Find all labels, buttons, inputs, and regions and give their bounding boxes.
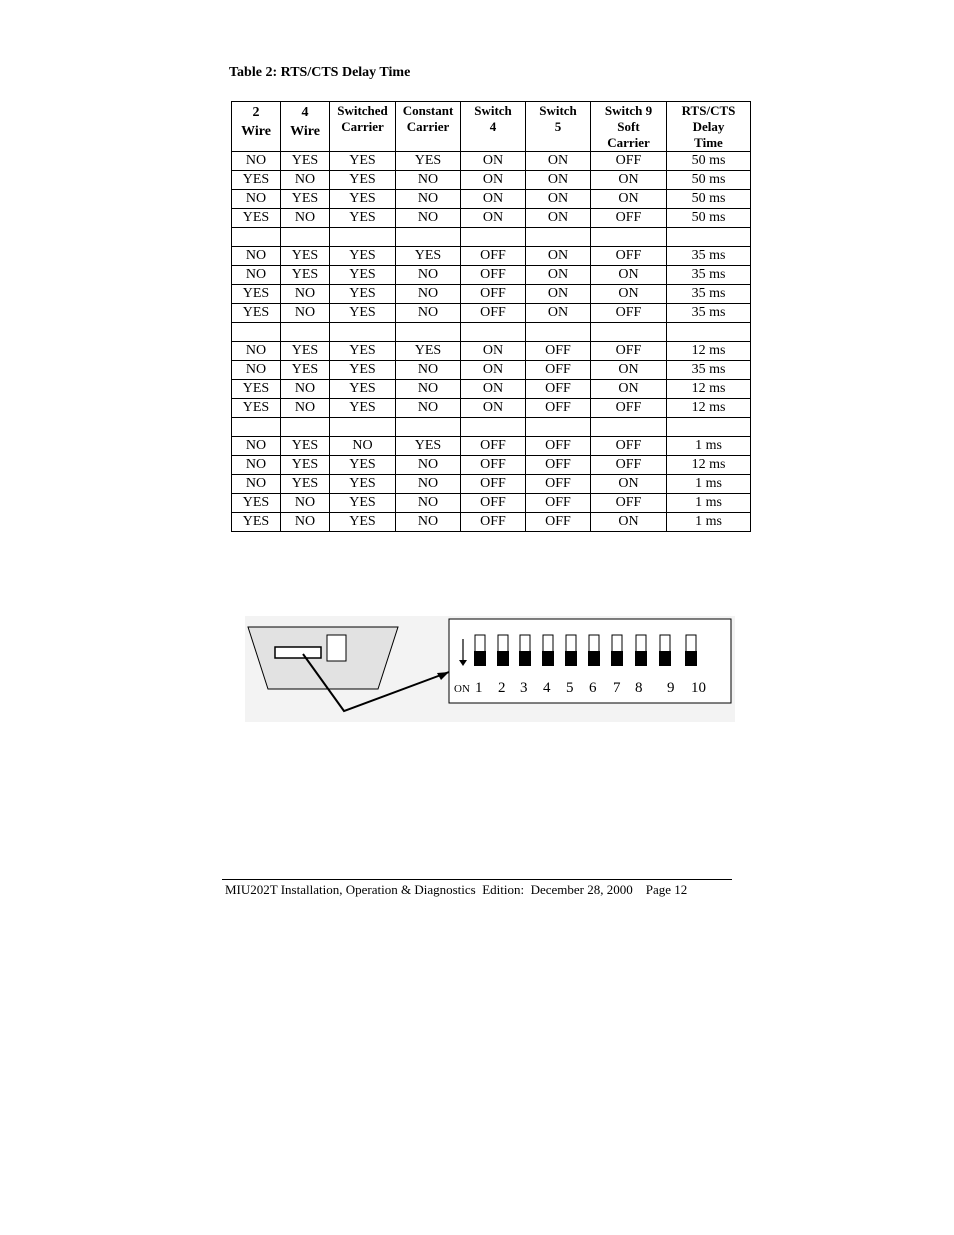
table-cell: OFF [526, 361, 591, 380]
table-cell: YES [232, 380, 281, 399]
table-cell: NO [232, 247, 281, 266]
table-cell: ON [591, 380, 667, 399]
dip-switch-number: 3 [520, 680, 528, 696]
table-cell: NO [281, 399, 330, 418]
table-cell: YES [330, 380, 396, 399]
on-label: ON [454, 683, 470, 695]
table-cell: NO [396, 456, 461, 475]
table-cell: YES [330, 209, 396, 228]
table-row [232, 323, 751, 342]
table-cell: 1 ms [667, 437, 751, 456]
table-cell: 50 ms [667, 152, 751, 171]
table-cell: ON [461, 190, 526, 209]
table-cell: NO [281, 171, 330, 190]
table-cell: ON [461, 380, 526, 399]
table-cell: YES [232, 399, 281, 418]
dip-switch-location-diagram [245, 616, 735, 722]
table-row [232, 228, 751, 247]
table-cell: YES [330, 304, 396, 323]
dip-switch-number: 2 [498, 680, 506, 696]
table-cell [461, 323, 526, 342]
table-cell: YES [330, 513, 396, 532]
table-cell: NO [396, 304, 461, 323]
table-cell: 1 ms [667, 475, 751, 494]
table-cell: OFF [591, 399, 667, 418]
table-cell: YES [281, 247, 330, 266]
header-4-wire: 4 Wire [281, 102, 330, 152]
table-cell: YES [281, 190, 330, 209]
table-cell: ON [526, 190, 591, 209]
table-cell: YES [330, 266, 396, 285]
table-row [232, 190, 751, 209]
table-row [232, 152, 751, 171]
table-cell: OFF [526, 380, 591, 399]
table-cell: ON [591, 513, 667, 532]
dip-switch-number: 1 [475, 680, 483, 696]
table-cell [591, 228, 667, 247]
table-row [232, 247, 751, 266]
table-cell: YES [281, 456, 330, 475]
table-cell: OFF [461, 494, 526, 513]
table-row [232, 399, 751, 418]
table-cell: ON [526, 209, 591, 228]
rts-cts-delay-table [231, 101, 751, 532]
jumper-block [327, 635, 346, 661]
table-row [232, 171, 751, 190]
table-cell: 12 ms [667, 342, 751, 361]
table-cell: YES [330, 285, 396, 304]
table-header-row [232, 102, 751, 152]
table-cell: OFF [591, 247, 667, 266]
table-cell: NO [232, 437, 281, 456]
table-cell: YES [396, 437, 461, 456]
dip-switch-number: 10 [691, 680, 706, 696]
table-cell: OFF [526, 399, 591, 418]
table-cell: OFF [591, 494, 667, 513]
table-cell [591, 323, 667, 342]
table-cell: NO [232, 361, 281, 380]
table-cell: OFF [526, 475, 591, 494]
table-row [232, 266, 751, 285]
table-row [232, 475, 751, 494]
table-cell: OFF [461, 513, 526, 532]
table-cell: 12 ms [667, 380, 751, 399]
table-row [232, 418, 751, 437]
table-cell: NO [281, 285, 330, 304]
table-cell: NO [396, 266, 461, 285]
table-cell: NO [396, 494, 461, 513]
dip-switch-number: 8 [635, 680, 643, 696]
table-cell: ON [526, 171, 591, 190]
table-cell: YES [396, 342, 461, 361]
table-cell: NO [396, 190, 461, 209]
table-caption: Table 2: RTS/CTS Delay Time [229, 65, 411, 80]
table-row [232, 285, 751, 304]
table-cell: ON [526, 285, 591, 304]
page-footer: MIU202T Installation, Operation & Diagnostics Edition: December 28, 2000 Page 12 [225, 882, 688, 897]
table-cell: NO [281, 304, 330, 323]
table-cell: OFF [461, 266, 526, 285]
table-cell: 12 ms [667, 399, 751, 418]
table-cell: YES [396, 247, 461, 266]
table-cell: YES [330, 342, 396, 361]
table-row [232, 209, 751, 228]
table-cell: NO [330, 437, 396, 456]
table-cell: YES [232, 171, 281, 190]
table-cell: NO [396, 285, 461, 304]
table-cell [461, 228, 526, 247]
table-cell: YES [330, 247, 396, 266]
table-cell: OFF [526, 456, 591, 475]
table-cell: YES [330, 171, 396, 190]
table-cell: OFF [526, 437, 591, 456]
table-cell: YES [281, 437, 330, 456]
table-cell: YES [330, 152, 396, 171]
table-cell: 50 ms [667, 209, 751, 228]
table-cell: NO [281, 513, 330, 532]
table-cell: ON [526, 152, 591, 171]
table-cell [526, 323, 591, 342]
table-cell: YES [330, 475, 396, 494]
table-cell [281, 323, 330, 342]
table-cell [330, 323, 396, 342]
table-cell: OFF [526, 342, 591, 361]
table-cell [667, 228, 751, 247]
table-row [232, 437, 751, 456]
table-cell: YES [281, 266, 330, 285]
table-cell: ON [526, 247, 591, 266]
table-cell: OFF [461, 285, 526, 304]
table-cell: OFF [461, 304, 526, 323]
table-row [232, 380, 751, 399]
table-cell: NO [232, 456, 281, 475]
table-cell: 50 ms [667, 190, 751, 209]
table-cell: YES [232, 285, 281, 304]
table-cell: NO [396, 209, 461, 228]
table-cell: NO [232, 342, 281, 361]
table-cell: OFF [526, 513, 591, 532]
table-cell: 35 ms [667, 266, 751, 285]
table-cell: NO [396, 380, 461, 399]
table-cell [461, 418, 526, 437]
header-switch-4: Switch 4 [461, 102, 526, 152]
table-cell: 35 ms [667, 361, 751, 380]
table-cell [667, 418, 751, 437]
table-cell: NO [396, 513, 461, 532]
table-cell: ON [461, 342, 526, 361]
table-cell: YES [232, 494, 281, 513]
header-constant-carrier: Constant Carrier [396, 102, 461, 152]
table-cell: 1 ms [667, 513, 751, 532]
table-cell [330, 228, 396, 247]
table-cell: NO [281, 380, 330, 399]
table-body [232, 152, 751, 532]
dip-switch-number: 9 [667, 680, 675, 696]
table-cell: ON [461, 399, 526, 418]
table-cell [526, 228, 591, 247]
table-cell: YES [281, 475, 330, 494]
connector-housing [248, 627, 398, 689]
table-cell [281, 418, 330, 437]
table-cell: YES [281, 152, 330, 171]
header-rts-cts-delay-time: RTS/CTS Delay Time [667, 102, 751, 152]
table-cell: OFF [461, 437, 526, 456]
table-cell [232, 418, 281, 437]
header-2-wire: 2 Wire [232, 102, 281, 152]
footer-rule [222, 879, 732, 880]
table-cell: OFF [591, 152, 667, 171]
table-cell: ON [591, 266, 667, 285]
table-cell: NO [232, 475, 281, 494]
table-cell: YES [330, 361, 396, 380]
table-cell: ON [591, 190, 667, 209]
table-cell: NO [396, 399, 461, 418]
table-cell: NO [396, 475, 461, 494]
table-cell: OFF [526, 494, 591, 513]
table-row [232, 456, 751, 475]
table-cell [667, 323, 751, 342]
table-cell: OFF [591, 304, 667, 323]
table-cell: NO [396, 361, 461, 380]
table-row [232, 342, 751, 361]
dip-switch-number: 5 [566, 680, 574, 696]
table-cell: OFF [461, 475, 526, 494]
table-cell: YES [281, 342, 330, 361]
table-cell: ON [591, 171, 667, 190]
table-cell [396, 323, 461, 342]
table-cell: YES [232, 209, 281, 228]
dip-switch-number: 6 [589, 680, 597, 696]
table-cell [591, 418, 667, 437]
table-cell: NO [232, 266, 281, 285]
table-cell [396, 228, 461, 247]
table-cell: 35 ms [667, 247, 751, 266]
table-cell: YES [232, 304, 281, 323]
dip-switch-number: 7 [613, 680, 621, 696]
table-cell [232, 323, 281, 342]
table-cell: NO [232, 152, 281, 171]
table-cell: YES [330, 399, 396, 418]
table-cell [396, 418, 461, 437]
table-cell: NO [281, 209, 330, 228]
table-cell: OFF [461, 456, 526, 475]
table-cell: ON [461, 152, 526, 171]
table-row [232, 304, 751, 323]
table-cell: ON [461, 171, 526, 190]
dip-switch-number: 4 [543, 680, 551, 696]
table-cell: NO [281, 494, 330, 513]
table-cell: 50 ms [667, 171, 751, 190]
table-cell: OFF [461, 247, 526, 266]
table-cell: ON [461, 361, 526, 380]
table-cell: YES [396, 152, 461, 171]
table-cell: 35 ms [667, 304, 751, 323]
table-cell: OFF [591, 209, 667, 228]
table-cell: YES [330, 190, 396, 209]
header-switch-9-soft-carrier: Switch 9 Soft Carrier [591, 102, 667, 152]
table-cell [526, 418, 591, 437]
table-cell: NO [396, 171, 461, 190]
table-cell: OFF [591, 342, 667, 361]
table-cell: ON [526, 304, 591, 323]
table-cell: ON [591, 285, 667, 304]
table-row [232, 494, 751, 513]
header-switch-5: Switch 5 [526, 102, 591, 152]
table-cell [281, 228, 330, 247]
table-cell: ON [461, 209, 526, 228]
table-row [232, 361, 751, 380]
table-cell: NO [232, 190, 281, 209]
table-cell: YES [232, 513, 281, 532]
table-cell: ON [591, 475, 667, 494]
table-row [232, 513, 751, 532]
table-cell [330, 418, 396, 437]
table-cell: 12 ms [667, 456, 751, 475]
table-cell: YES [330, 494, 396, 513]
table-cell [232, 228, 281, 247]
header-switched-carrier: Switched Carrier [330, 102, 396, 152]
table-cell: OFF [591, 456, 667, 475]
table-cell: ON [526, 266, 591, 285]
dip-switch-slot [275, 647, 321, 658]
table-cell: OFF [591, 437, 667, 456]
table-cell: ON [591, 361, 667, 380]
table-cell: YES [330, 456, 396, 475]
table-cell: 35 ms [667, 285, 751, 304]
table-cell: 1 ms [667, 494, 751, 513]
table-cell: YES [281, 361, 330, 380]
